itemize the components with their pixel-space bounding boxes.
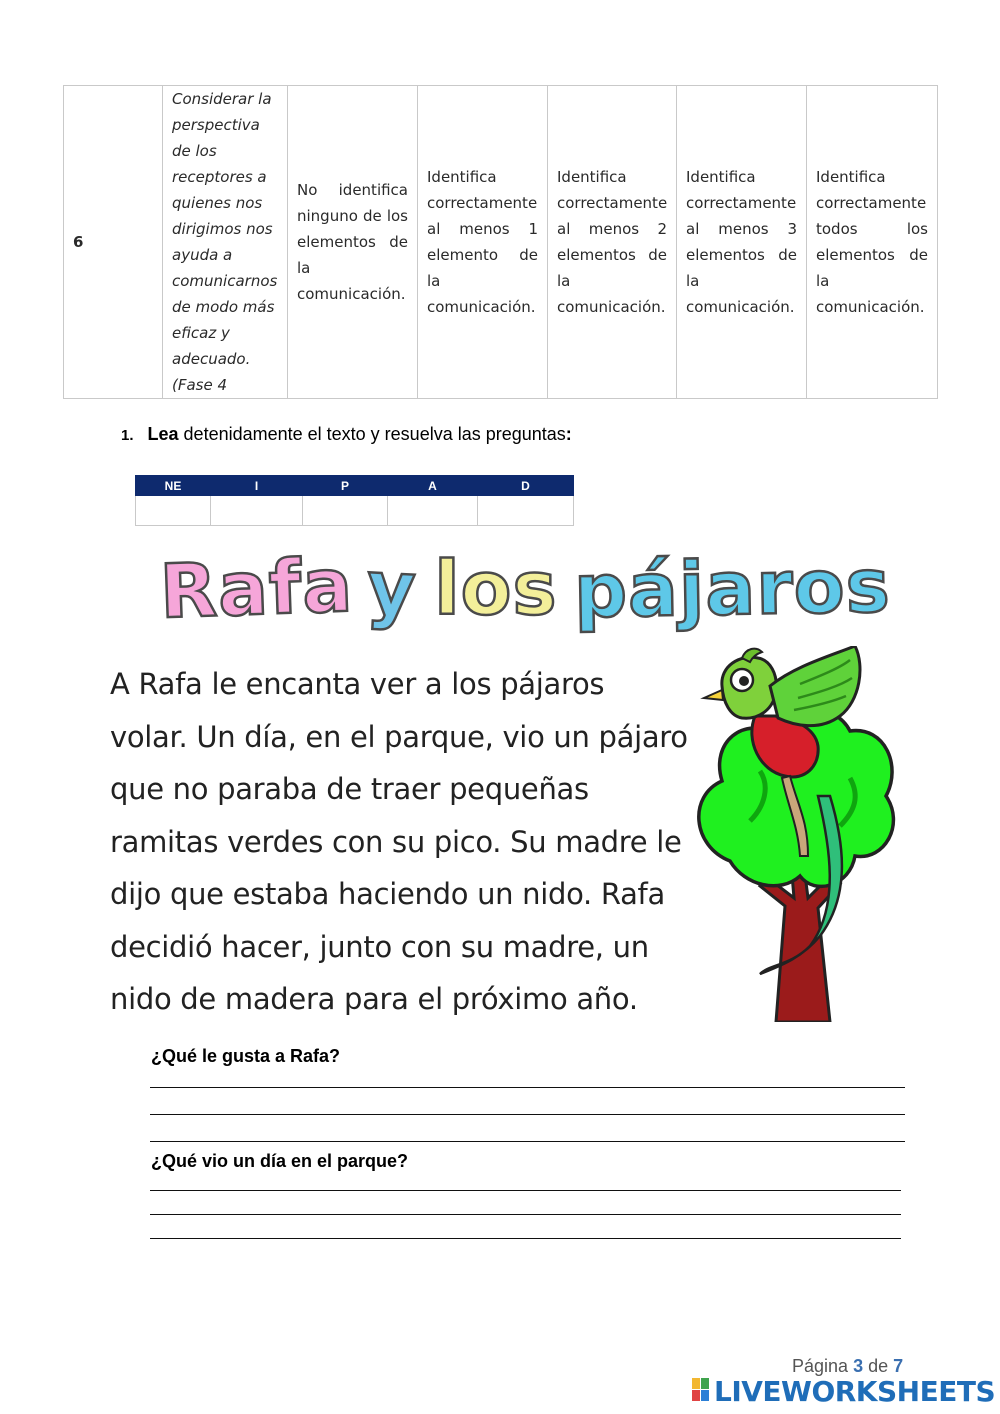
rubric-level-1: No identifica ninguno de los elementos de la comunicación. (288, 86, 418, 399)
criterion-line: ayuda a (172, 246, 233, 264)
criterion-line: comunicarnos (172, 272, 278, 290)
criterion-line: adecuado. (172, 350, 251, 368)
score-header-d: D (478, 476, 574, 496)
total-pages: 7 (893, 1356, 904, 1376)
answer-line[interactable] (150, 1114, 905, 1115)
story-line: volar. Un día, en el parque, vio un pájaro (110, 719, 688, 754)
title-word-pajaros: pájaros (572, 543, 891, 635)
title-word-rafa: Rafa (158, 542, 355, 636)
story-line: ramitas verdes con su pico. Su madre le (110, 824, 682, 859)
answer-line[interactable] (150, 1238, 901, 1239)
criterion-line: de modo más (172, 298, 275, 316)
quetzal-tree-illustration (690, 646, 900, 1022)
criterion-line: Considerar la (172, 90, 272, 108)
question-1: ¿Qué le gusta a Rafa? (151, 1046, 341, 1066)
answer-line[interactable] (150, 1190, 901, 1191)
answer-line[interactable] (150, 1087, 905, 1088)
answer-line[interactable] (150, 1214, 901, 1215)
story-line: dijo que estaba haciendo un nido. Rafa (110, 877, 665, 911)
of-label: de (868, 1356, 889, 1376)
title-word-los: los (434, 546, 558, 632)
score-header-i: I (211, 476, 303, 496)
score-cell-i[interactable] (211, 496, 303, 526)
instruction-colon: : (565, 424, 572, 444)
rubric-criterion (163, 86, 288, 399)
question-2: ¿Qué vio un día en el parque? (151, 1151, 409, 1171)
score-cell-ne[interactable] (136, 496, 211, 526)
criterion-line: quienes nos (172, 194, 263, 212)
story-line: nido de madera para el próximo año. (110, 982, 638, 1016)
instruction-bold-word: Lea (147, 424, 179, 444)
rubric-row-number: 6 (64, 86, 163, 399)
page-indicator (792, 1356, 903, 1377)
brand-name[interactable]: LIVEWORKSHEETS (714, 1375, 996, 1408)
instruction-text: detenidamente el texto y resuelva las preguntas (178, 424, 566, 444)
score-table (135, 475, 574, 526)
rubric-level-5: Identifica correctamente todos los elementos de la comunicación. (807, 86, 938, 399)
criterion-line: (Fase 4 (172, 376, 228, 394)
criterion-line: eficaz y (172, 324, 230, 342)
liveworksheets-logo-icon (692, 1378, 710, 1402)
criterion-line: dirigimos nos (172, 220, 273, 238)
story-title (158, 542, 891, 636)
score-header-p: P (303, 476, 388, 496)
rubric-level-2: Identifica correctamente al menos 1 elemento de la comunicación. (418, 86, 548, 399)
score-cell-d[interactable] (478, 496, 574, 526)
criterion-line: de los (172, 142, 217, 160)
score-cell-p[interactable] (303, 496, 388, 526)
score-cell-a[interactable] (388, 496, 478, 526)
instruction-number: 1. (121, 427, 134, 444)
rubric-row (64, 86, 938, 399)
rubric-table (63, 85, 938, 399)
story-line: decidió hacer, junto con su madre, un (110, 929, 649, 964)
score-header-ne: NE (136, 476, 211, 496)
rubric-level-4: Identifica correctamente al menos 3 elementos de la comunicación. (677, 86, 807, 399)
story-text (110, 658, 710, 1026)
page-label: Página (792, 1356, 849, 1376)
answer-line[interactable] (150, 1141, 905, 1142)
story-line: que no paraba de traer pequeñas (110, 772, 589, 806)
score-header-a: A (388, 476, 478, 496)
current-page: 3 (853, 1356, 864, 1376)
title-word-y: y (364, 544, 419, 634)
story-line: A Rafa le encanta ver a los pájaros (110, 667, 605, 701)
rubric-level-3: Identifica correctamente al menos 2 elementos de la comunicación. (548, 86, 677, 399)
instruction (121, 424, 572, 445)
criterion-line: receptores a (172, 168, 267, 186)
criterion-line: perspectiva (172, 116, 260, 134)
